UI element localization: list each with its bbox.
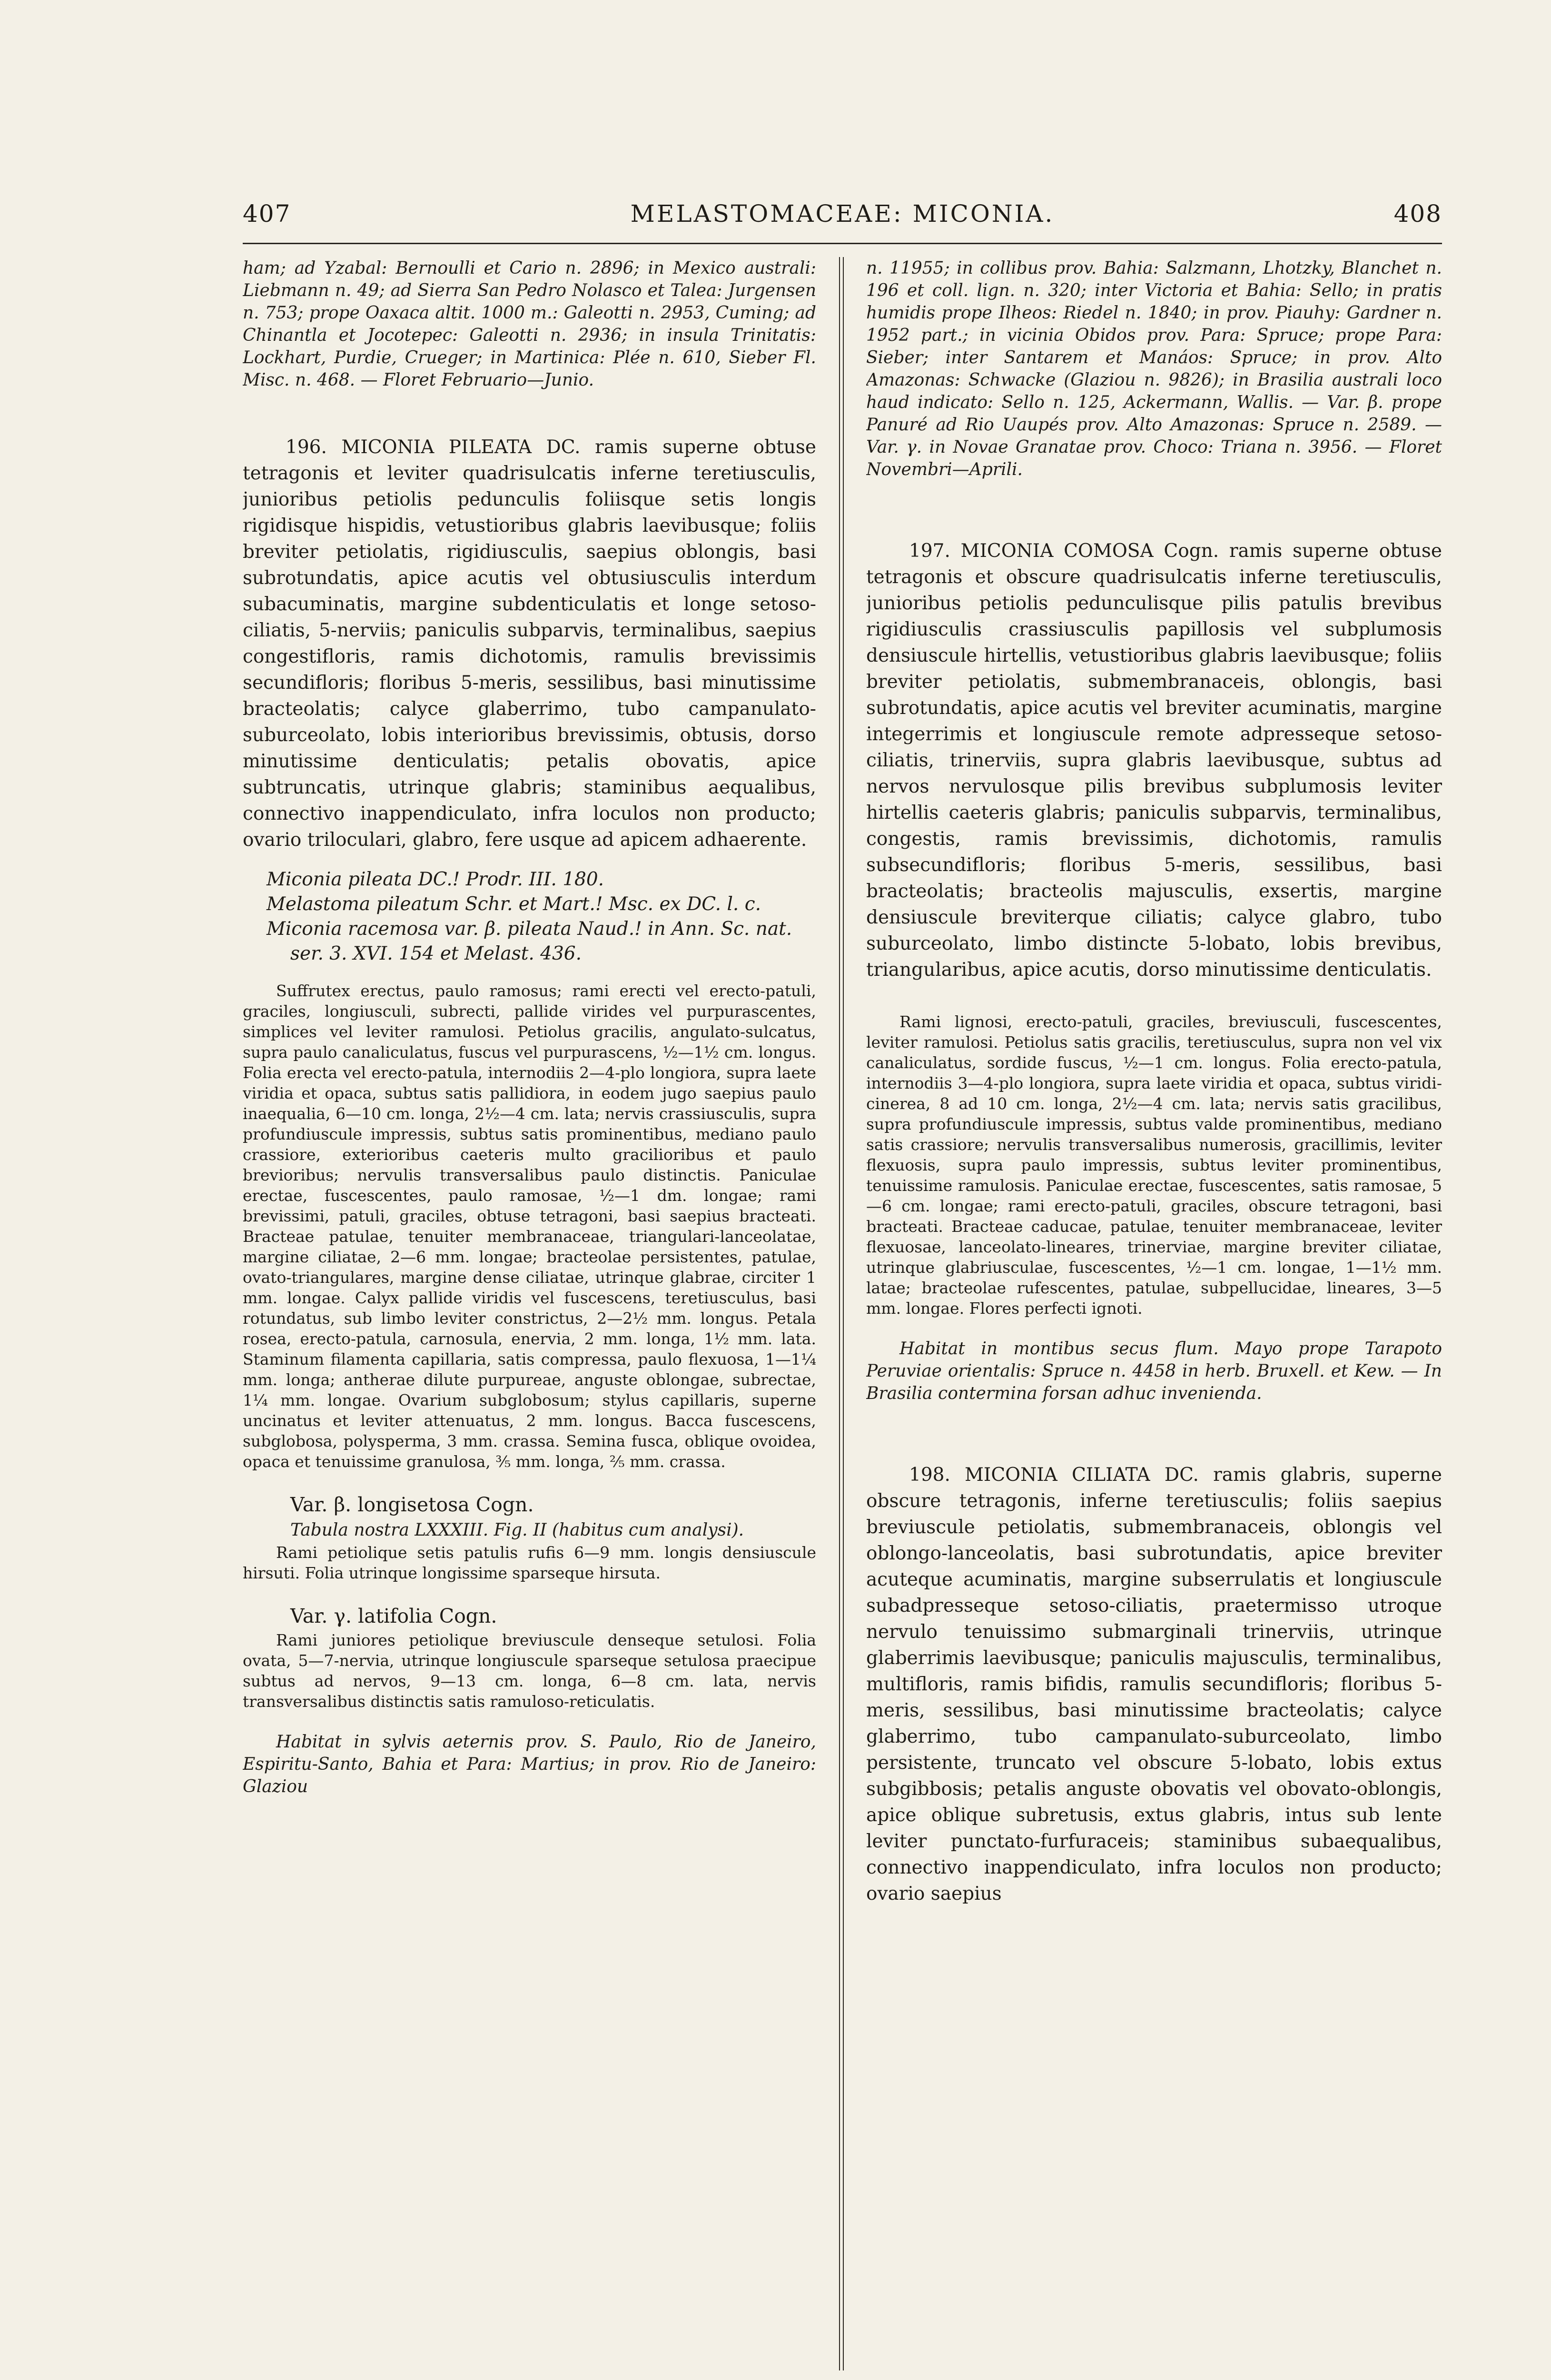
- page-number-left: 407: [243, 200, 291, 228]
- page-header: [243, 200, 1442, 238]
- column-divider: [839, 257, 840, 2370]
- continued-localities-left: ham; ad Yzabal: Bernoulli et Cario n. 2896; in Mexico australi: Liebmann n. 49; ad Sierra San Pedro Nolasco et Talea: Jurgensen n. 753; prope Oaxaca altit. 1000 m.: Galeotti n. 2953, Cuming; ad Chinantla et Jocotepec: Galeotti n. 2936; in insula Trinitatis: Lockhart, Purdie, Crueger; in Martinica: Plée n. 610, Sieber Fl. Misc. n. 468. — Floret Februario—Junio.: [243, 258, 816, 390]
- variety-beta-heading: Var. β. longisetosa Cogn.: [290, 1493, 534, 1516]
- right-column: [866, 257, 1442, 2370]
- species-197-heading: 197. MICONIA COMOSA Cogn.: [909, 540, 1219, 562]
- species-198-diagnosis: ramis glabris, superne obscure tetragonis, inferne teretiusculis; foliis saepius breviuscule petiolatis, submembranaceis, oblongis vel oblongo-lanceolatis, basi subrotundatis, apice breviter acuteque acuminatis, margine subserrulatis et longiuscule subadpresseque setoso-ciliatis, praetermisso utroque nervulo tenuissimo submarginali trinerviis, utrinque glaberrimis laevibusque; paniculis majusculis, terminalibus, multifloris, ramis bifidis, ramulis secundifloris; floribus 5-meris, sessilibus, basi minutissime bracteolatis; calyce glaberrimo, tubo campanulato-suburceolato, limbo persistente, truncato vel obscure 5-lobato, lobis extus subgibbosis; petalis anguste obovatis vel obovato-oblongis, apice oblique subretusis, extus glabris, intus sub lente leviter punctato-furfuraceis; staminibus subaequalibus, connectivo inappendiculato, infra loculos non producto; ovario saepius: [866, 1464, 1442, 1904]
- page-number-right: 408: [1393, 200, 1442, 228]
- left-column: [243, 257, 816, 2370]
- variety-beta-text: Rami petiolique setis patulis rufis 6—9 mm. longis densiuscule hirsuti. Folia utrinque longissime sparseque hirsuta.: [243, 1543, 816, 1582]
- species-197-description: Rami lignosi, erecto-patuli, graciles, breviusculi, fuscescentes, leviter ramulosi. Petiolus satis gracilis, teretiusculus, supra non vel vix canaliculatus, sordide fuscus, ½—1 cm. longus. Folia erecto-patula, internodiis 3—4-plo longiora, supra laete viridia et opaca, subtus viridi-cinerea, 8 ad 10 cm. longa, 2½—4 cm. lata; nervis satis gracilibus, supra profundiuscule impressis, subtus valde prominentibus, mediano satis crassiore; nervulis transversalibus numerosis, gracillimis, leviter flexuosis, supra paulo impressis, subtus leviter prominentibus, tenuissime ramulosis. Paniculae erectae, fuscescentes, satis ramosae, 5—6 cm. longae; rami erecto-patuli, graciles, obscure tetragoni, basi bracteati. Bracteae caducae, patulae, tenuiter membranaceae, leviter flexuosae, lanceolato-lineares, trinerviae, margine breviter ciliatae, utrinque glabriusculae, fuscescentes, ½—1 cm. longae, 1—1½ mm. latae; bracteolae rufescentes, patulae, subpellucidae, lineares, 3—5 mm. longae. Flores perfecti ignoti.: [866, 1012, 1442, 1318]
- variety-beta-plate: Tabula nostra LXXXIII. Fig. II (habitus cum analysi).: [290, 1520, 744, 1540]
- species-196: [243, 434, 816, 853]
- species-198: [866, 1462, 1442, 1907]
- habitat-196: Habitat in sylvis aeternis prov. S. Paulo, Rio de Janeiro, Espiritu-Santo, Bahia et Para: Martius; in prov. Rio de Janeiro: Glaziou: [243, 1732, 816, 1796]
- column-divider-second: [843, 257, 844, 2370]
- variety-gamma-text: Rami juniores petiolique breviuscule denseque setulosi. Folia ovata, 5—7-nervia, utrinque longiuscule sparseque setulosa praecipue subtus ad nervos, 9—13 cm. longa, 6—8 cm. lata, nervis transversalibus distinctis satis ramuloso-reticulatis.: [243, 1631, 816, 1711]
- species-196-description: Suffrutex erectus, paulo ramosus; rami erecti vel erecto-patuli, graciles, longiusculi, subrecti, pallide virides vel purpurascentes, simplices vel leviter ramulosi. Petiolus gracilis, angulato-sulcatus, supra paulo canaliculatus, fuscus vel purpurascens, ½—1½ cm. longus. Folia erecta vel erecto-patula, internodiis 2—4-plo longiora, supra laete viridia et opaca, subtus satis pallidiora, in eodem jugo saepius paulo inaequalia, 6—10 cm. longa, 2½—4 cm. lata; nervis crassiusculis, supra profundiuscule impressis, subtus satis prominentibus, mediano paulo crassiore, exterioribus caeteris multo gracilioribus et paulo brevioribus; nervulis transversalibus paulo distinctis. Paniculae erectae, fuscescentes, paulo ramosae, ½—1 dm. longae; rami brevissimi, patuli, graciles, obtuse tetragoni, basi saepius bracteati. Bracteae patulae, tenuiter membranaceae, triangulari-lanceolatae, margine ciliatae, 2—6 mm. longae; bracteolae persistentes, patulae, ovato-triangulares, margine dense ciliatae, utrinque glabrae, circiter 1 mm. longae. Calyx pallide viridis vel fuscescens, teretiusculus, basi rotundatus, sub limbo leviter constrictus, 2—2½ mm. longus. Petala rosea, erecto-patula, carnosula, enervia, 2 mm. longa, 1½ mm. lata. Staminum filamenta capillaria, satis compressa, paulo flexuosa, 1—1¼ mm. longa; antherae dilute purpureae, anguste oblongae, subrectae, 1¼ mm. longae. Ovarium subglobosum; stylus capillaris, superne uncinatus et leviter attenuatus, 2 mm. longus. Bacca fuscescens, subglobosa, polysperma, 3 mm. crassa. Semina fusca, oblique ovoidea, opaca et tenuissime granulosa, ⅗ mm. longa, ⅖ mm. crassa.: [243, 982, 816, 1471]
- running-title: MELASTOMACEAE: MICONIA.: [630, 200, 1055, 228]
- species-196-heading: 196. MICONIA PILEATA DC.: [286, 436, 581, 458]
- species-196-diagnosis: ramis superne obtuse tetragonis et leviter quadrisulcatis inferne teretiusculis, junioribus petiolis pedunculis foliisque setis longis rigidisque hispidis, vetustioribus glabris laevibusque; foliis breviter petiolatis, rigidiusculis, saepius oblongis, basi subrotundatis, apice acutis vel obtusiusculis interdum subacuminatis, margine subdenticulatis et longe setoso-ciliatis, 5-nerviis; paniculis subparvis, terminalibus, saepius congestifloris, ramis dichotomis, ramulis brevissimis secundifloris; floribus 5-meris, sessilibus, basi minutissime bracteolatis; calyce glaberrimo, tubo campanulato-suburceolato, lobis interioribus brevissimis, obtusis, dorso minutissime denticulatis; petalis obovatis, apice subtruncatis, utrinque glabris; staminibus aequalibus, connectivo inappendiculato, infra loculos non producto; ovario triloculari, glabro, fere usque ad apicem adhaerente.: [243, 436, 816, 851]
- synonym-2: Melastoma pileatum Schr. et Mart.! Msc. ex DC. l. c.: [267, 893, 761, 915]
- synonym-3: Miconia racemosa var. β. pileata Naud.! in Ann. Sc. nat. ser. 3. XVI. 154 et Melast. 436.: [267, 918, 792, 964]
- header-rule: [243, 243, 1442, 244]
- continued-localities-right: n. 11955; in collibus prov. Bahia: Salzmann, Lhotzky, Blanchet n. 196 et coll. lign. n. 320; inter Victoria et Bahia: Sello; in pratis humidis prope Ilheos: Riedel n. 1840; in prov. Piauhy: Gardner n. 1952 part.; in vicinia Obidos prov. Para: Spruce; prope Para: Sieber; inter Santarem et Manáos: Spruce; in prov. Alto Amazonas: Schwacke (Glaziou n. 9826); in Brasilia australi loco haud indicato: Sello n. 125, Ackermann, Wallis. — Var. β. prope Panuré ad Rio Uaupés prov. Alto Amazonas: Spruce n. 2589. — Var. γ. in Novae Granatae prov. Choco: Triana n. 3956. — Floret Novembri—Aprili.: [866, 258, 1442, 479]
- species-197-diagnosis: ramis superne obtuse tetragonis et obscure quadrisulcatis inferne teretiusculis, junioribus petiolis pedunculisque pilis patulis brevibus rigidiusculis crassiusculis papillosis vel subplumosis densiuscule hirtellis, vetustioribus glabris laevibusque; foliis breviter petiolatis, submembranaceis, oblongis, basi subrotundatis, apice acutis vel breviter acuminatis, margine integerrimis et longiuscule remote adpresseque setoso-ciliatis, trinerviis, supra glabris laevibusque, subtus ad nervos nervulosque pilis brevibus subplumosis leviter hirtellis caeteris glabris; paniculis subparvis, terminalibus, congestis, ramis brevissimis, dichotomis, ramulis subsecundifloris; floribus 5-meris, sessilibus, basi bracteolatis; bracteolis majusculis, exsertis, margine densiuscule breviterque ciliatis; calyce glabro, tubo suburceolato, limbo distincte 5-lobato, lobis brevibus, triangularibus, apice acutis, dorso minutissime denticulatis.: [866, 540, 1442, 981]
- variety-gamma-heading: Var. γ. latifolia Cogn.: [290, 1605, 497, 1627]
- synonym-1: Miconia pileata DC.! Prodr. III. 180.: [267, 869, 604, 890]
- species-197: [866, 538, 1442, 983]
- species-198-heading: 198. MICONIA CILIATA DC.: [909, 1464, 1199, 1486]
- habitat-197: Habitat in montibus secus flum. Mayo prope Tarapoto Peruviae orientalis: Spruce n. 4458 in herb. Bruxell. et Kew. — In Brasilia conterminа forsan adhuc inveniendа.: [866, 1339, 1442, 1403]
